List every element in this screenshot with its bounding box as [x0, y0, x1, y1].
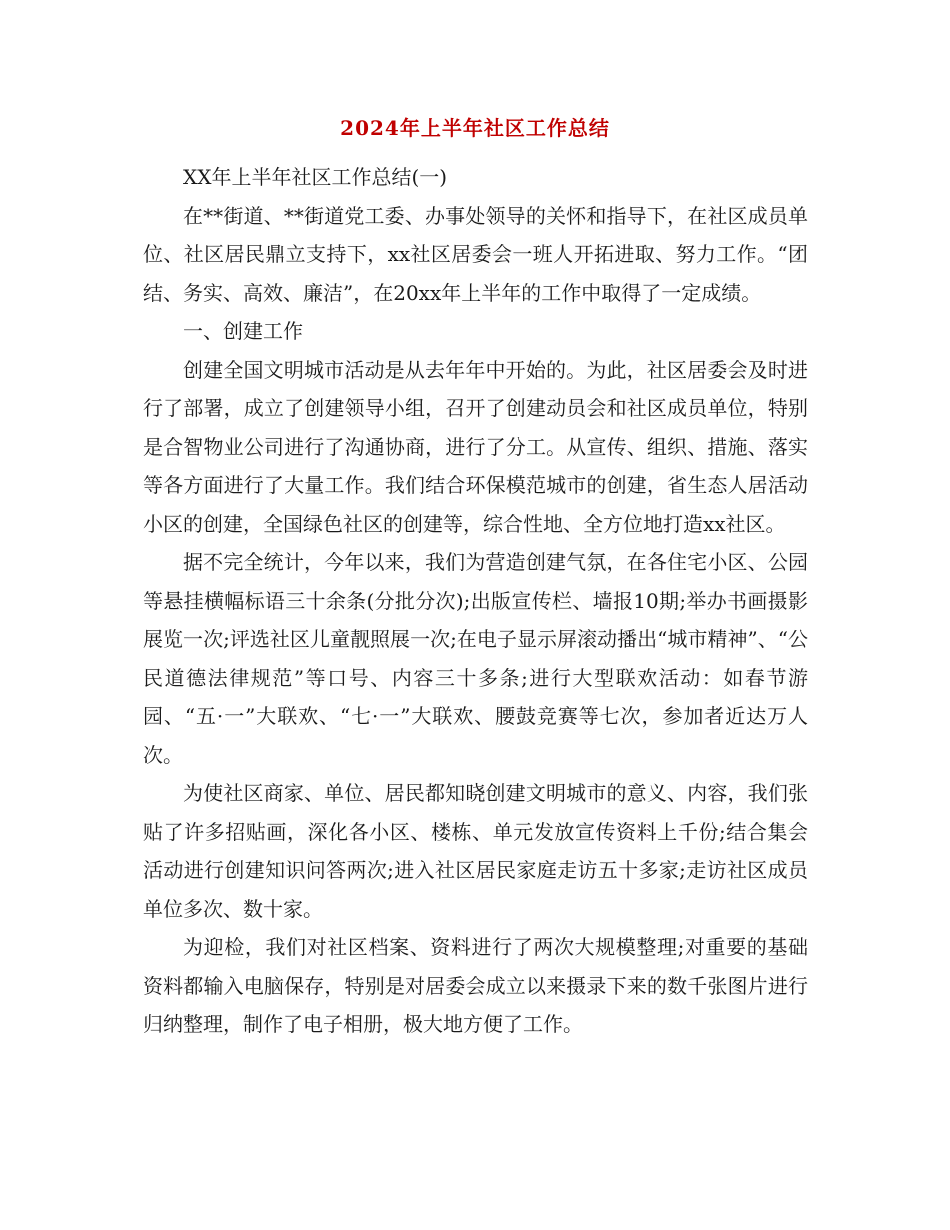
- paragraph-intro: 在**街道、**街道党工委、办事处领导的关怀和指导下，在社区成员单位、社区居民鼎立支持下，xx社区居委会一班人开拓进取、努力工作。“团结、务实、高效、廉洁”，在20xx年上半年的工作中取得了一定成绩。: [143, 203, 808, 305]
- document-body: [143, 158, 808, 1044]
- paragraph: 为使社区商家、单位、居民都知晓创建文明城市的意义、内容，我们张贴了许多招贴画，深化各小区、楼栋、单元发放宣传资料上千份;结合集会活动进行创建知识问答两次;进入社区居民家庭走访五十多家;走访社区成员单位多次、数十家。: [143, 781, 808, 921]
- paragraph: 据不完全统计，今年以来，我们为营造创建气氛，在各住宅小区、公园等悬挂横幅标语三十余条(分批分次);出版宣传栏、墙报10期;举办书画摄影展览一次;评选社区儿童靓照展一次;在电子显示屏滚动播出“城市精神”、“公民道德法律规范”等口号、内容三十多条;进行大型联欢活动：如春节游园、“五·一”大联欢、“七·一”大联欢、腰鼓竞赛等七次，参加者近达万人次。: [143, 550, 808, 767]
- document-title: 2024年上半年社区工作总结: [340, 116, 610, 140]
- section-subtitle: XX年上半年社区工作总结(一): [183, 165, 448, 189]
- paragraph: 为迎检，我们对社区档案、资料进行了两次大规模整理;对重要的基础资料都输入电脑保存，特别是对居委会成立以来摄录下来的数千张图片进行归纳整理，制作了电子相册，极大地方便了工作。: [143, 935, 808, 1036]
- section-heading: 一、创建工作: [183, 319, 303, 343]
- paragraph: 创建全国文明城市活动是从去年年中开始的。为此，社区居委会及时进行了部署，成立了创建领导小组，召开了创建动员会和社区成员单位，特别是合智物业公司进行了沟通协商，进行了分工。从宣传、组织、措施、落实等各方面进行了大量工作。我们结合环保模范城市的创建，省生态人居活动小区的创建，全国绿色社区的创建等，综合性地、全方位地打造xx社区。: [143, 357, 808, 536]
